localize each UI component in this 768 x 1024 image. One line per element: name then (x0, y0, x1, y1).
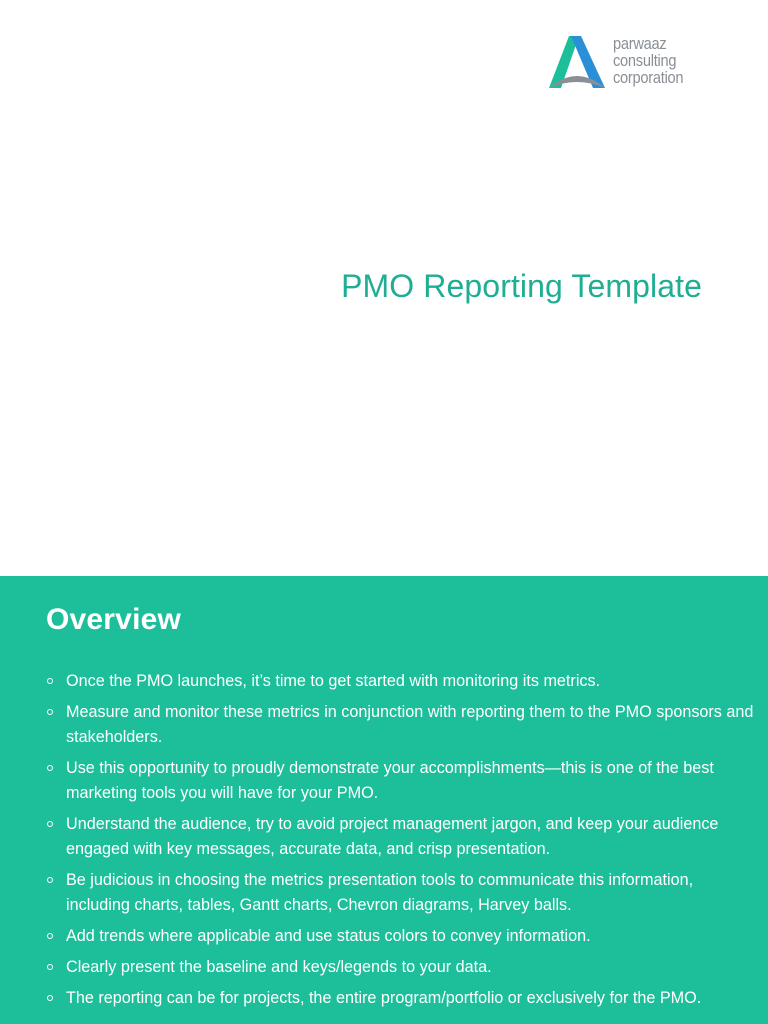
bullet-circle-icon (47, 821, 53, 827)
overview-heading: Overview (46, 603, 182, 636)
list-item (46, 986, 758, 1011)
bullet-text: Be judicious in choosing the metrics presentation tools to communicate this information, including charts, tables, Gantt charts, Chevron diagrams, Harvey balls. (66, 871, 694, 914)
bullet-circle-icon (47, 933, 53, 939)
bullet-text: Understand the audience, try to avoid project management jargon, and keep your audience engaged with key messages, accurate data, and crisp presentation. (66, 815, 719, 858)
list-item (46, 756, 758, 806)
overview-bullet-list (46, 669, 758, 1017)
bullet-circle-icon (47, 995, 53, 1001)
logo-line: parwaaz (613, 34, 667, 53)
logo-line: corporation (613, 68, 684, 87)
logo-mark-icon (549, 34, 607, 90)
list-item (46, 700, 758, 750)
bullet-circle-icon (47, 765, 53, 771)
list-item (46, 669, 758, 694)
bullet-text: Measure and monitor these metrics in conjunction with reporting them to the PMO sponsors and stakeholders. (66, 703, 754, 746)
page-title: PMO Reporting Template (341, 268, 702, 304)
company-logo (549, 34, 709, 94)
list-item (46, 868, 758, 918)
list-item (46, 812, 758, 862)
bullet-circle-icon (47, 964, 53, 970)
bullet-text: Clearly present the baseline and keys/legends to your data. (66, 958, 492, 976)
bullet-text: Once the PMO launches, it’s time to get started with monitoring its metrics. (66, 672, 601, 690)
bullet-circle-icon (47, 678, 53, 684)
logo-line: consulting (613, 51, 677, 70)
list-item (46, 955, 758, 980)
bullet-text: Add trends where applicable and use status colors to convey information. (66, 927, 591, 945)
bullet-circle-icon (47, 709, 53, 715)
logo-wordmark (613, 35, 683, 86)
bullet-text: The reporting can be for projects, the entire program/portfolio or exclusively for the PMO. (66, 989, 702, 1007)
bullet-circle-icon (47, 877, 53, 883)
bullet-text: Use this opportunity to proudly demonstrate your accomplishments—this is one of the best marketing tools you will have for your PMO. (66, 759, 714, 802)
overview-section (0, 576, 768, 1024)
list-item (46, 924, 758, 949)
